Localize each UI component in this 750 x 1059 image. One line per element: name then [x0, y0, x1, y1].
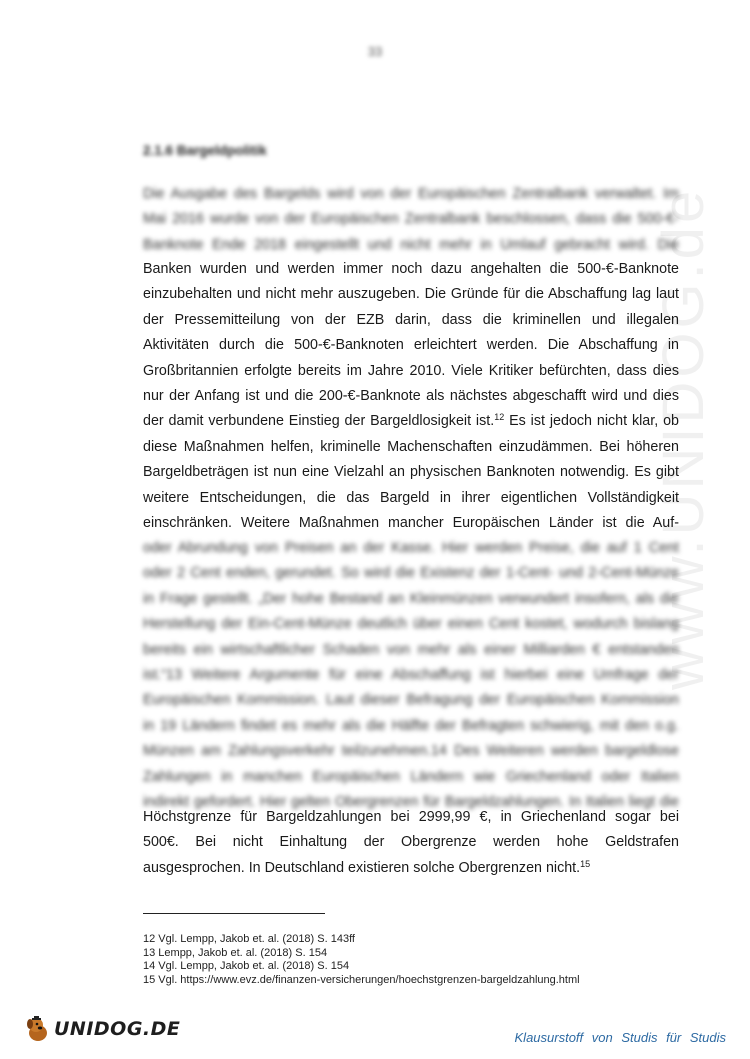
- text-segment: ausgesprochen. In Deutschland existieren solche Obergrenzen nicht.: [143, 859, 581, 876]
- footnote: 15 Vgl. https://www.evz.de/finanzen-versicherungen/hoechstgrenzen-bargeldzahlung.html: [143, 973, 580, 986]
- text-line: indirekt gefordert. Hier gelten Obergrenzen für Bargeldzahlungen. In Italien liegt die: [143, 793, 679, 810]
- blurred-paragraph-middle: [143, 536, 679, 815]
- text-segment: der damit verbundene Einstieg der Bargeldlosigkeit ist.: [143, 413, 495, 430]
- text-line: oder Abrundung von Preisen an der Kasse. Hier werden Preise, die auf 1 Cent: [143, 540, 679, 556]
- page-number: 33: [367, 44, 383, 59]
- text-line: der Pressemitteilung von der EZB darin, dass die kriminellen und illegalen: [143, 311, 679, 328]
- text-line: Mai 2016 wurde von der Europäischen Zentralbank beschlossen, dass die 500-€-: [143, 211, 679, 228]
- text-line: Bargeldbeträgen ist nun eine Vielzahl an physischen Banknoten notwendig. Es gibt: [143, 464, 679, 481]
- unidog-logo[interactable]: [24, 1012, 180, 1046]
- text-line: 500€. Bei nicht Einhaltung der Obergrenze werden hohe Geldstrafen: [143, 834, 679, 851]
- clear-paragraph: [143, 257, 679, 536]
- text-line: einschränken. Weitere Maßnahmen mancher Europäischen Länder ist die Auf-: [143, 514, 679, 531]
- text-line: Europäischen Kommission. Laut dieser Befragung der Europäischen Kommission: [143, 692, 679, 709]
- footnote: 13 Lempp, Jakob et. al. (2018) S. 154: [143, 946, 328, 959]
- text-line: bereits ein wirtschaftlicher Schaden von mehr als einer Milliarden € entstanden: [143, 641, 679, 658]
- text-line: Großbritannien erfolgte bereits im Jahre 2010. Viele Kritiker befürchten, dass dies: [143, 362, 679, 379]
- text-line: diese Maßnahmen helfen, kriminelle Machenschaften einzudämmen. Bei höheren: [143, 438, 679, 455]
- footnotes: [143, 933, 580, 987]
- text-line: nur der Anfang ist und die 200-€-Banknote als nächstes abgeschafft wird und dies: [143, 387, 679, 404]
- text-line: Banken wurden und werden immer noch dazu angehalten die 500-€-Banknote: [143, 261, 679, 277]
- section-heading: 2.1.6 Bargeldpolitik: [143, 143, 267, 158]
- text-line: weitere Entscheidungen, die das Bargeld in ihrer eigentlichen Vollständigkeit: [143, 489, 679, 506]
- text-line: in 19 Ländern findet es mehr als die Hälfte der Befragten schwierig, mit den o.g.: [143, 717, 679, 734]
- footer-tagline: Klausurstoff von Studis für Studis: [514, 1030, 726, 1045]
- text-line-with-footnote: [143, 856, 679, 881]
- footnote: 12 Vgl. Lempp, Jakob et. al. (2018) S. 143ff: [143, 933, 355, 945]
- text-line: Die Ausgabe des Bargelds wird von der Europäischen Zentralbank verwaltet. Im: [143, 186, 679, 202]
- text-line: Zahlungen in manchen Europäischen Ländern wie Griechenland oder Italien: [143, 768, 679, 785]
- text-line: Herstellung der Ein-Cent-Münze deutlich über einen Cent kostet, wodurch bislang: [143, 616, 679, 633]
- clear-paragraph-bottom: [143, 805, 679, 881]
- footnote-ref: 15: [580, 858, 591, 869]
- dog-icon: [24, 1015, 52, 1043]
- text-line-with-footnote: [143, 409, 679, 434]
- text-line: ist.“13 Weitere Argumente für eine Abschaffung ist hierbei eine Umfrage der: [143, 666, 679, 683]
- text-line: einzubehalten und nicht mehr auszugeben. Die Gründe für die Abschaffung lag laut: [143, 286, 679, 303]
- footnote: 14 Vgl. Lempp, Jakob et. al. (2018) S. 154: [143, 960, 350, 973]
- text-line: Höchstgrenze für Bargeldzahlungen bei 2999,99 €, in Griechenland sogar bei: [143, 809, 679, 825]
- text-line: oder 2 Cent enden, gerundet. So wird die Existenz der 1-Cent- und 2-Cent-Münze: [143, 565, 679, 582]
- footnote-separator: [143, 913, 325, 914]
- logo-text: UNIDOG.DE: [54, 1018, 181, 1040]
- text-segment: Es ist jedoch nicht klar, ob: [504, 413, 679, 430]
- footnote-ref: 12: [494, 412, 505, 423]
- text-line: Banknote Ende 2018 eingestellt und nicht mehr in Umlauf gebracht wird. Die: [143, 236, 679, 253]
- watermark: www.UNIDOG.de: [651, 186, 716, 690]
- text-line: Münzen am Zahlungsverkehr teilzunehmen.14 Des Weiteren werden bargeldlose: [143, 743, 679, 760]
- blurred-paragraph-top: [143, 182, 679, 258]
- text-line: Aktivitäten durch die 500-€-Banknoten erleichtert werden. Die Abschaffung in: [143, 337, 679, 354]
- text-line: in Frage gestellt. „Der hohe Bestand an Kleinmünzen verwundert insofern, als die: [143, 590, 679, 607]
